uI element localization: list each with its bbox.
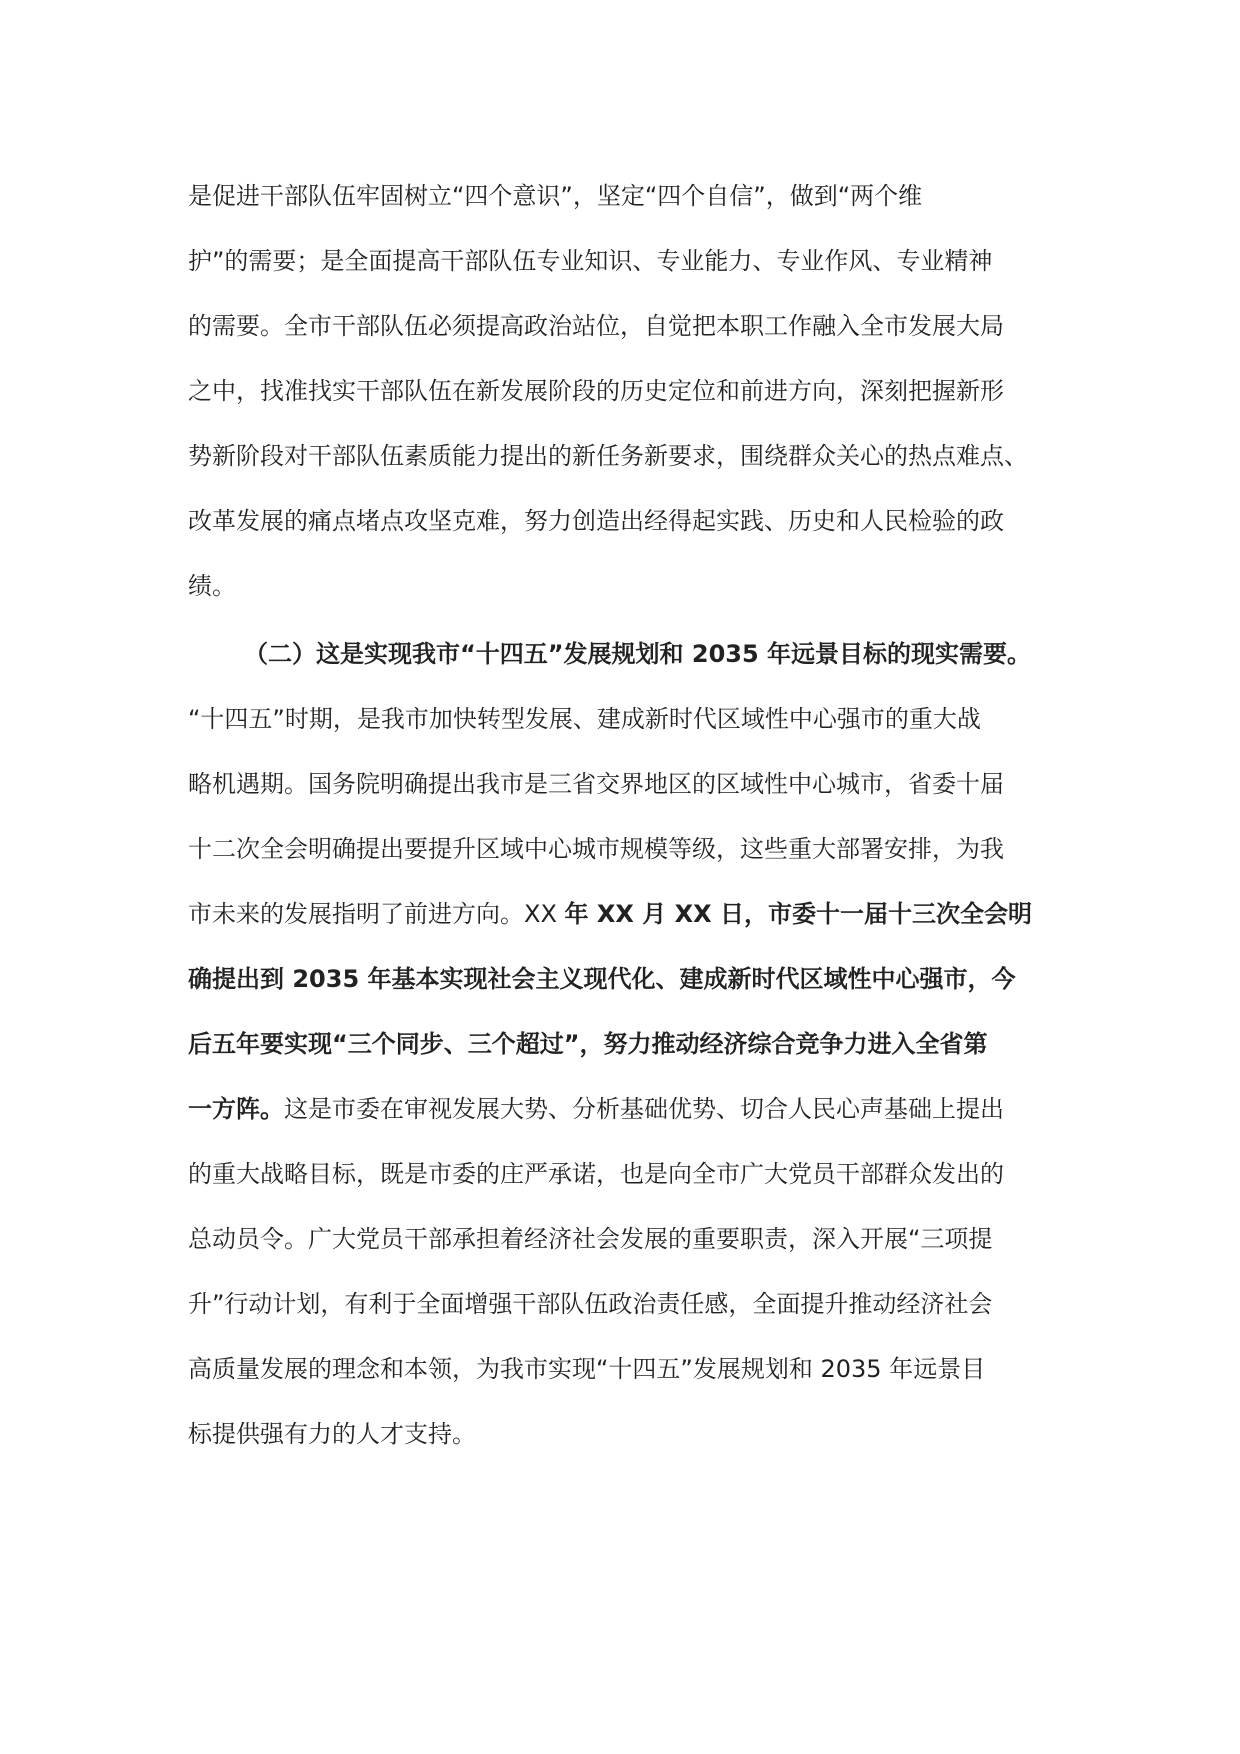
text-run: 市未来的发展指明了前进方向。XX [188,900,565,928]
text-line: 的需要。全市干部队伍必须提高政治站位，自觉把本职工作融入全市发展大局 [188,312,1004,340]
text-line: 改革发展的痛点堵点攻坚克难，努力创造出经得起实践、历史和人民检验的政 [188,507,1004,535]
text-line: 标提供强有力的人才支持。 [188,1420,476,1448]
bold-text-run: 一方阵。 [188,1095,284,1123]
text-line: 之中，找准找实干部队伍在新发展阶段的历史定位和前进方向，深刻把握新形 [188,377,1004,405]
text-line: 升”行动计划，有利于全面增强干部队伍政治责任感，全面提升推动经济社会 [188,1290,993,1318]
text-run: 这是市委在审视发展大势、分析基础优势、切合人民心声基础上提出 [284,1095,1004,1123]
bold-text-line: 后五年要实现“三个同步、三个超过”，努力推动经济综合竞争力进入全省第 [188,1030,988,1058]
text-line: 总动员令。广大党员干部承担着经济社会发展的重要职责，深入开展“三项提 [188,1225,993,1253]
section-heading: （二）这是实现我市“十四五”发展规划和 2035 年远景目标的现实需要。 [244,640,1032,668]
text-line: 绩。 [188,572,236,600]
text-line: 护”的需要；是全面提高干部队伍专业知识、专业能力、专业作风、专业精神 [188,247,993,275]
text-line: 十二次全会明确提出要提升区域中心城市规模等级，这些重大部署安排，为我 [188,835,1004,863]
paragraph-2 [188,687,1068,1467]
text-line: 的重大战略目标，既是市委的庄严承诺，也是向全市广大党员干部群众发出的 [188,1160,1004,1188]
bold-text-run: 年 XX 月 XX 日，市委十一届十三次全会明 [564,900,1032,928]
text-line: 势新阶段对干部队伍素质能力提出的新任务新要求，围绕群众关心的热点难点、 [188,442,1028,470]
text-line: 是促进干部队伍牢固树立“四个意识”，坚定“四个自信”，做到“两个维 [188,182,923,210]
text-line [188,1077,1068,1142]
text-line: 高质量发展的理念和本领，为我市实现“十四五”发展规划和 2035 年远景目 [188,1355,986,1383]
bold-text-line: 确提出到 2035 年基本实现社会主义现代化、建成新时代区域性中心强市，今 [188,965,1016,993]
text-line: 略机遇期。国务院明确提出我市是三省交界地区的区域性中心城市，省委十届 [188,770,1004,798]
paragraph-1 [188,164,1068,619]
text-line [188,882,1068,947]
text-line: “十四五”时期，是我市加快转型发展、建成新时代区域性中心强市的重大战 [188,705,981,733]
document-body [188,164,1068,1467]
